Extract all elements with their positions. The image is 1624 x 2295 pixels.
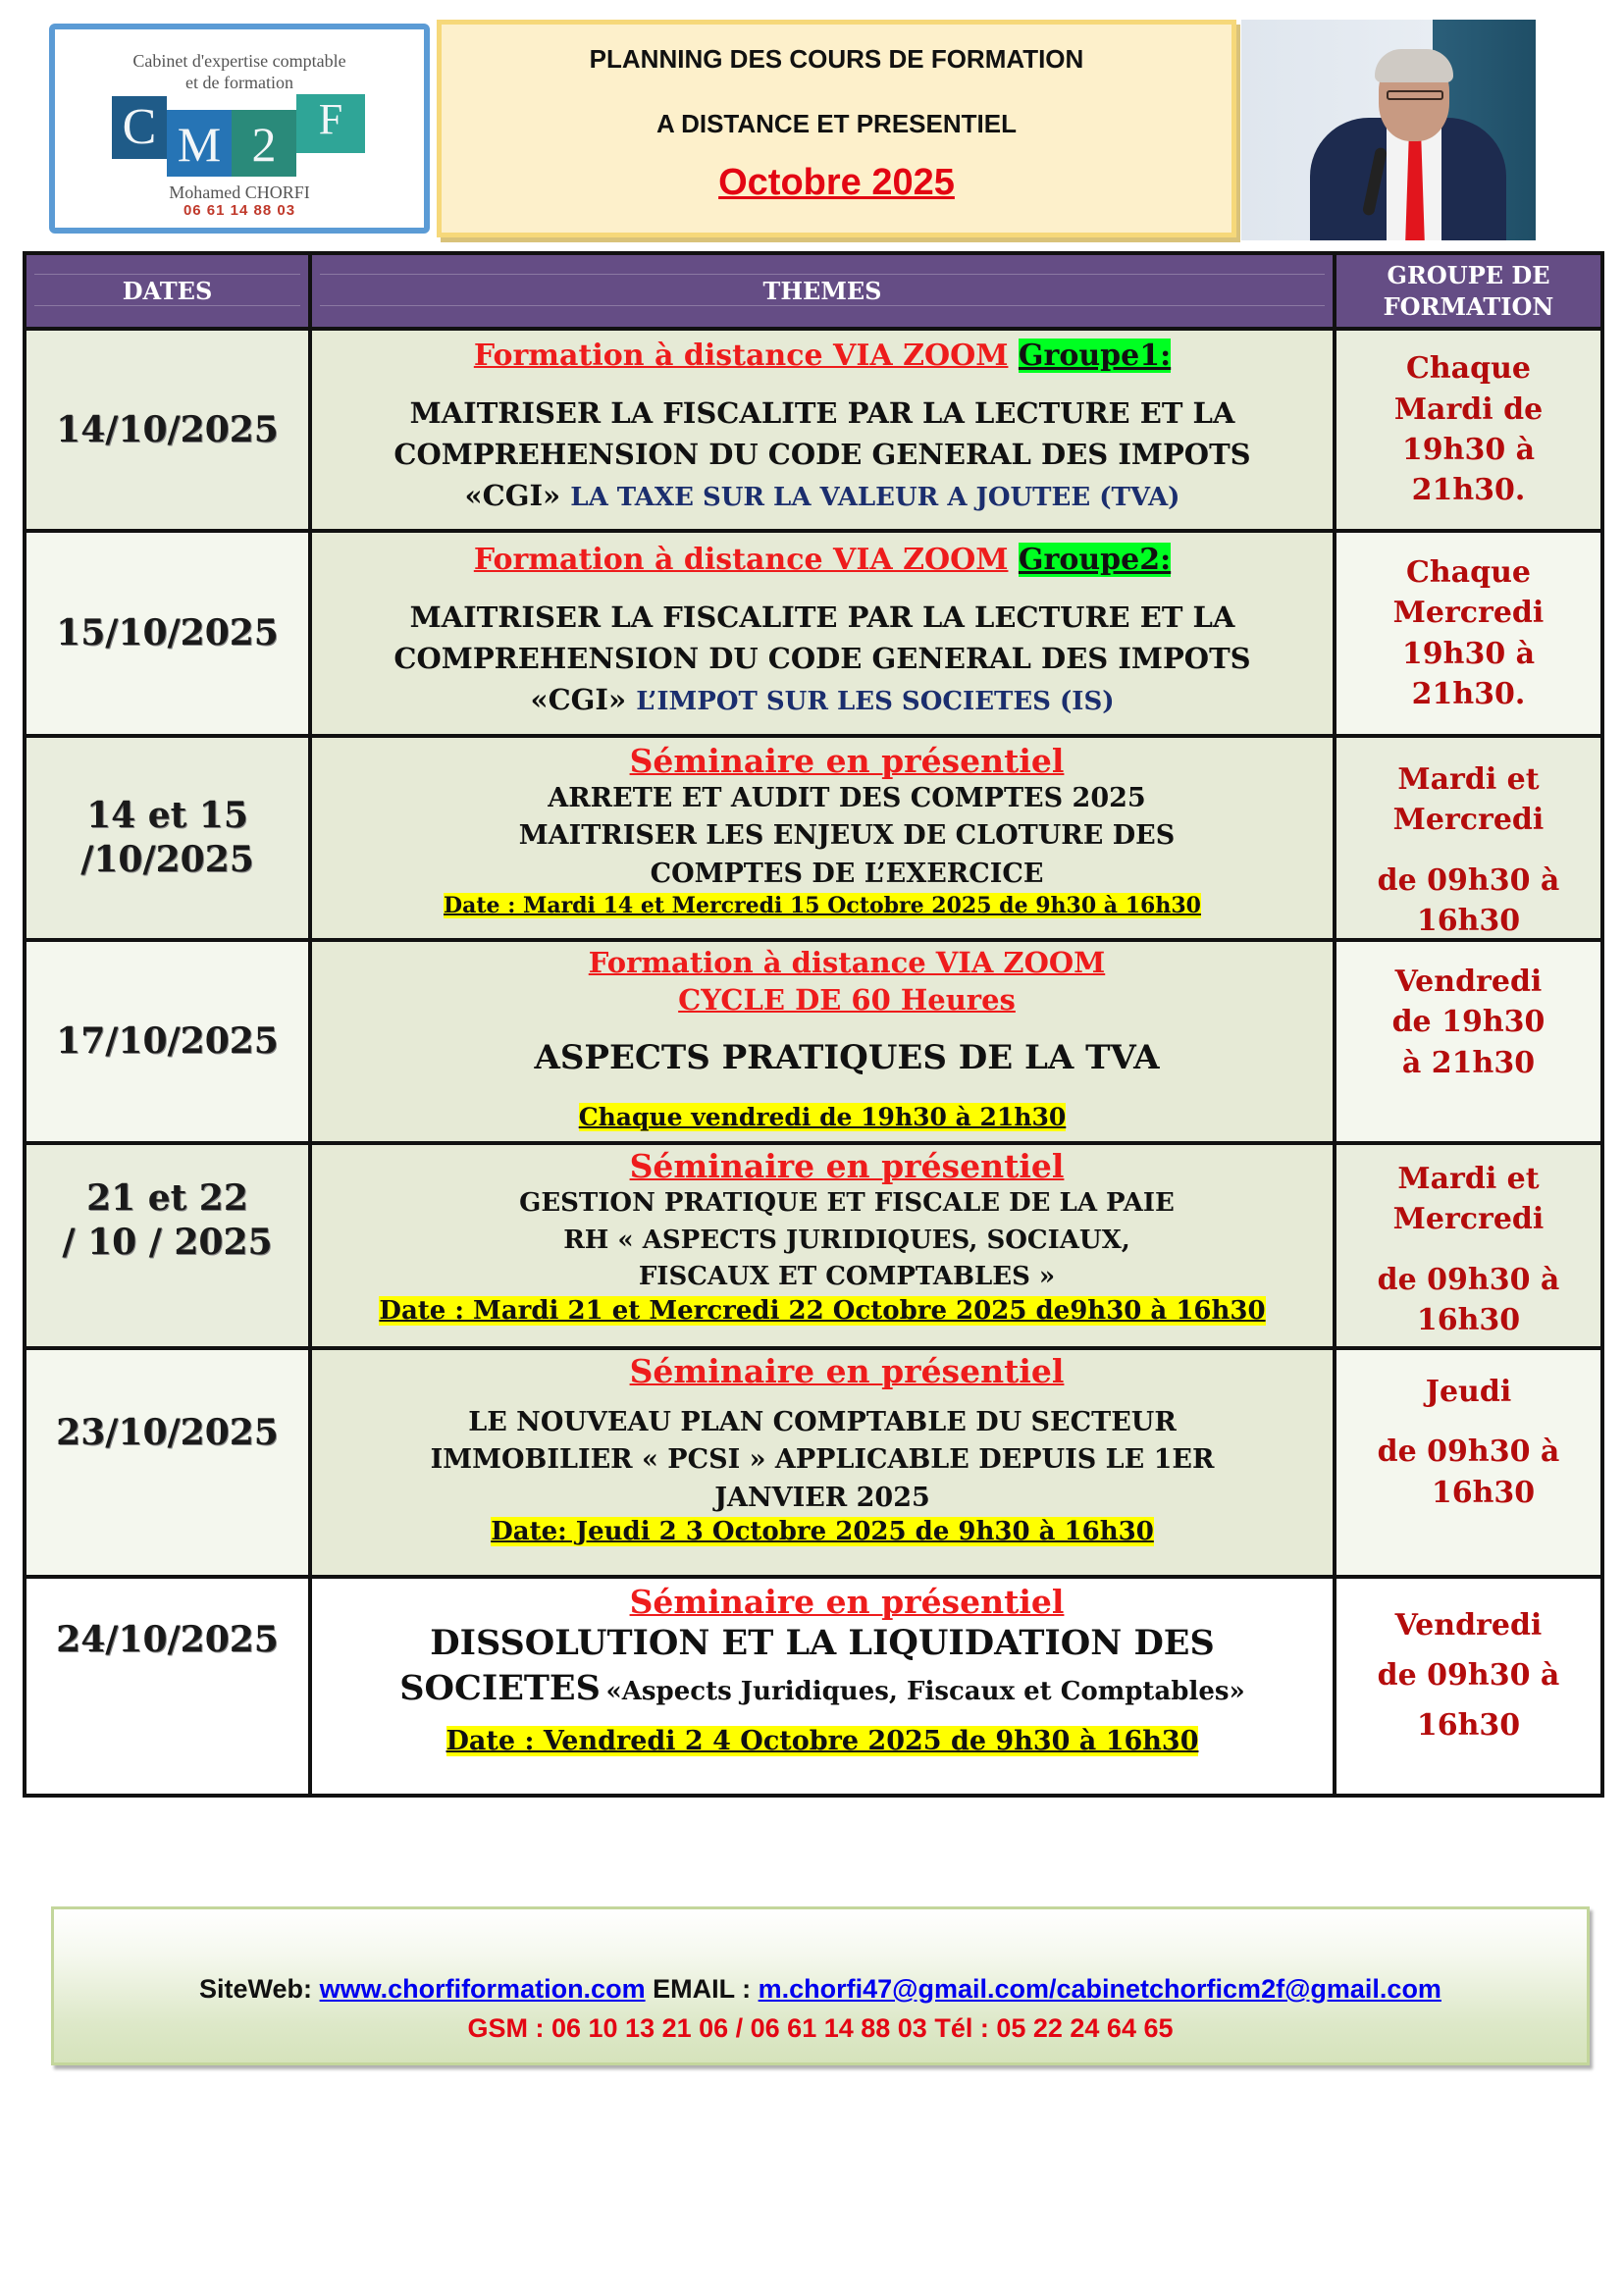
row2-subject-line [530, 679, 1114, 721]
header-line [320, 274, 1325, 275]
row1-subject: LA TAXE SUR LA VALEUR A JOUTEE (TVA) [570, 483, 1180, 513]
row1-mode-label: Formation à distance VIA ZOOM [473, 339, 1009, 373]
photo-hair [1375, 49, 1453, 82]
row7-line2b: «Aspects Juridiques, Fiscaux et Comptables» [605, 1676, 1245, 1706]
row6-mode-label: Séminaire en présentiel [629, 1352, 1065, 1390]
row7-group-l2: de 09h30 à [1377, 1658, 1560, 1693]
row3-group-l2: Mercredi [1392, 803, 1545, 838]
row5-date-l2: / 10 / 2025 [62, 1222, 273, 1263]
row2-theme-cell [312, 533, 1333, 734]
row3-group-l4: 16h30 [1416, 904, 1521, 939]
row4-mode [589, 946, 1105, 979]
row4-group-l1: Vendredi [1394, 965, 1543, 999]
row7-highlight: Date : Vendredi 2 4 Octobre 2025 de 9h30 à 16h30 [445, 1726, 1199, 1756]
row3-date-l2: /10/2025 [80, 839, 254, 880]
row1-theme-cell [312, 331, 1333, 529]
row-divider [26, 529, 1600, 533]
site-label: SiteWeb: [199, 1974, 313, 2004]
row6-line3: JANVIER 2025 [714, 1482, 930, 1513]
row2-title: MAITRISER LA FISCALITE PAR LA LECTURE ET LA COMPREHENSION DU CODE GENERAL DES IMPOTS [393, 600, 1251, 676]
row2-mode [474, 543, 1171, 577]
row5-theme-cell [312, 1145, 1333, 1346]
row7-group-l3: 16h30 [1416, 1708, 1521, 1743]
row2-date-cell [26, 533, 308, 734]
row6-group-l2: de 09h30 à [1377, 1434, 1560, 1470]
footer-phones: GSM : 06 10 13 21 06 / 06 61 14 88 03 Tél : 05 22 24 64 65 [467, 2013, 1174, 2043]
row5-mode-label: Séminaire en présentiel [629, 1147, 1065, 1185]
contact-footer [51, 1906, 1590, 2065]
logo-letter-f: F [296, 94, 365, 153]
row3-date-cell [26, 738, 308, 938]
row5-date-cell [26, 1145, 308, 1346]
month-title [442, 162, 1231, 204]
month-label: Octobre 2025 [718, 162, 955, 203]
row3-mode-label: Séminaire en présentiel [629, 742, 1065, 780]
row1-subject-line [465, 475, 1180, 517]
row4-date: 17/10/2025 [56, 1020, 279, 1062]
row3-group-l1: Mardi et [1397, 762, 1540, 797]
row4-group-l3: à 21h30 [1401, 1045, 1536, 1080]
row2-group-l1: Chaque [1405, 554, 1531, 590]
row4-highlight: Chaque vendredi de 19h30 à 21h30 [578, 1103, 1067, 1131]
column-divider [308, 255, 312, 1794]
row5-highlight: Date : Mardi 21 et Mercredi 22 Octobre 2025 de9h30 à 16h30 [379, 1296, 1266, 1327]
row4-schedule [579, 1103, 1067, 1131]
row2-group-l4: 21h30. [1411, 676, 1526, 711]
footer-web-email [54, 1974, 1587, 2005]
row7-group-cell [1336, 1579, 1600, 1794]
row3-date-range [444, 893, 1201, 918]
row4-group-cell [1336, 942, 1600, 1141]
row2-group-cell [1336, 533, 1600, 734]
row4-theme-cell [312, 942, 1333, 1141]
row1-title: MAITRISER LA FISCALITE PAR LA LECTURE ET LA COMPREHENSION DU CODE GENERAL DES IMPOTS [393, 396, 1251, 472]
row2-subject: L’IMPOT SUR LES SOCIETES (IS) [636, 687, 1115, 717]
row6-group-l3: 16h30 [1431, 1475, 1536, 1510]
row1-group-cell [1336, 331, 1600, 529]
row6-line1: LE NOUVEAU PLAN COMPTABLE DU SECTEUR [468, 1407, 1177, 1437]
logo-owner-name: Mohamed CHORFI [169, 183, 310, 202]
page-subtitle: A DISTANCE ET PRESENTIEL [656, 109, 1017, 138]
logo-phone: 06 61 14 88 03 [183, 202, 296, 219]
row3-highlight: Date : Mardi 14 et Mercredi 15 Octobre 2025 de 9h30 à 16h30 [444, 892, 1201, 918]
logo-tagline-2: et de formation [185, 73, 293, 92]
row3-group-cell [1336, 738, 1600, 938]
row2-group-l3: 19h30 à [1401, 636, 1536, 671]
header-line [320, 305, 1325, 306]
row5-date-range [379, 1296, 1265, 1326]
row1-group-l4: 21h30. [1411, 473, 1526, 508]
row5-date-l1: 21 et 22 [86, 1177, 248, 1219]
email-link[interactable]: m.chorfi47@gmail.com/cabinetchorficm2f@gmail.com [758, 1974, 1441, 2004]
row5-group-l4: 16h30 [1416, 1303, 1521, 1338]
header-dates-label: DATES [122, 277, 213, 305]
row1-date-cell [26, 331, 308, 529]
row1-group-l3: 19h30 à [1401, 433, 1536, 467]
row4-mode2 [678, 983, 1016, 1017]
row3-mode [630, 742, 1065, 780]
company-logo [49, 24, 430, 234]
row4-title: ASPECTS PRATIQUES DE LA TVA [534, 1038, 1160, 1077]
row7-line2 [399, 1666, 1245, 1711]
row3-line1: ARRETE ET AUDIT DES COMPTES 2025 [548, 783, 1146, 813]
header-themes [312, 255, 1333, 327]
row1-group-l1: Chaque [1405, 351, 1531, 387]
row5-line1: GESTION PRATIQUE ET FISCALE DE LA PAIE [519, 1188, 1175, 1218]
row5-group-l1: Mardi et [1397, 1162, 1540, 1196]
row7-date-cell [26, 1579, 308, 1794]
row4-group-l2: de 19h30 [1391, 1005, 1545, 1040]
row3-group-l3: de 09h30 à [1377, 862, 1560, 898]
row4-cycle-label: CYCLE DE 60 Heures [678, 983, 1016, 1017]
row6-highlight: Date: Jeudi 2 3 Octobre 2025 de 9h30 à 16h30 [491, 1516, 1154, 1546]
row3-line3: COMPTES DE L’EXERCICE [650, 858, 1044, 889]
header-themes-label: THEMES [762, 277, 882, 305]
header-group-label: GROUPE DE FORMATION [1383, 261, 1554, 321]
row2-group-l2: Mercredi [1392, 596, 1545, 631]
row4-mode-label: Formation à distance VIA ZOOM [588, 946, 1106, 979]
row4-date-cell [26, 942, 308, 1141]
row6-theme-cell [312, 1350, 1333, 1575]
row1-date: 14/10/2025 [56, 408, 279, 450]
row7-date: 24/10/2025 [56, 1619, 279, 1660]
row7-date-range [446, 1726, 1199, 1756]
row1-cgi: «CGI» [464, 479, 561, 513]
row-divider [26, 1141, 1600, 1145]
row6-date: 23/10/2025 [56, 1412, 279, 1453]
logo-tagline-1: Cabinet d'expertise comptable [132, 51, 346, 71]
column-divider [1333, 255, 1336, 1794]
row-divider [26, 938, 1600, 942]
row3-line2: MAITRISER LES ENJEUX DE CLOTURE DES [518, 820, 1176, 852]
header-line [34, 274, 300, 275]
row2-group-badge: Groupe2: [1018, 543, 1172, 577]
row5-mode [630, 1147, 1065, 1185]
row6-date-range [491, 1517, 1154, 1546]
row5-group-cell [1336, 1145, 1600, 1346]
header-line [34, 305, 300, 306]
row2-date: 15/10/2025 [56, 612, 279, 653]
row7-group-l1: Vendredi [1394, 1608, 1543, 1643]
row-divider [26, 734, 1600, 738]
row5-group-l2: Mercredi [1392, 1202, 1545, 1237]
row7-mode [630, 1583, 1065, 1621]
row6-line2: IMMOBILIER « PCSI » APPLICABLE DEPUIS LE 1ER [430, 1444, 1215, 1476]
email-label: EMAIL : [653, 1974, 752, 2004]
row6-group-l1: Jeudi [1425, 1375, 1512, 1409]
header-group [1336, 255, 1600, 327]
row5-group-l3: de 09h30 à [1377, 1262, 1560, 1297]
row6-mode [630, 1352, 1065, 1390]
row5-line2: RH « ASPECTS JURIDIQUES, SOCIAUX, [563, 1225, 1130, 1255]
website-link[interactable]: www.chorfiformation.com [319, 1974, 646, 2004]
row1-group-l2: Mardi de [1393, 391, 1544, 427]
row3-date-l1: 14 et 15 [86, 795, 248, 836]
row2-mode-label: Formation à distance VIA ZOOM [473, 543, 1009, 577]
row7-line2a: SOCIETES [399, 1667, 601, 1708]
row2-cgi: «CGI» [530, 683, 627, 717]
row1-mode [474, 339, 1171, 373]
row-divider [26, 1575, 1600, 1579]
photo-glasses [1387, 90, 1443, 100]
row6-date-cell [26, 1350, 308, 1575]
row7-theme-cell [312, 1579, 1333, 1794]
logo-letter-c: C [112, 96, 167, 159]
header-dates [26, 255, 308, 327]
row-divider [26, 327, 1600, 331]
row7-line1: DISSOLUTION ET LA LIQUIDATION DES [430, 1623, 1215, 1663]
row1-group-badge: Groupe1: [1018, 339, 1172, 373]
logo-letter-2: 2 [232, 110, 296, 177]
row3-theme-cell [312, 738, 1333, 938]
page-title: PLANNING DES COURS DE FORMATION [589, 44, 1084, 74]
row7-mode-label: Séminaire en présentiel [629, 1583, 1065, 1621]
title-banner [437, 20, 1236, 237]
schedule-table [23, 251, 1604, 1798]
row6-group-cell [1336, 1350, 1600, 1575]
row5-line3: FISCAUX ET COMPTABLES » [638, 1262, 1056, 1292]
row-divider [26, 1346, 1600, 1350]
logo-letter-m: M [167, 110, 232, 177]
presenter-photo [1241, 20, 1536, 240]
logo-letter-blocks [112, 96, 367, 177]
